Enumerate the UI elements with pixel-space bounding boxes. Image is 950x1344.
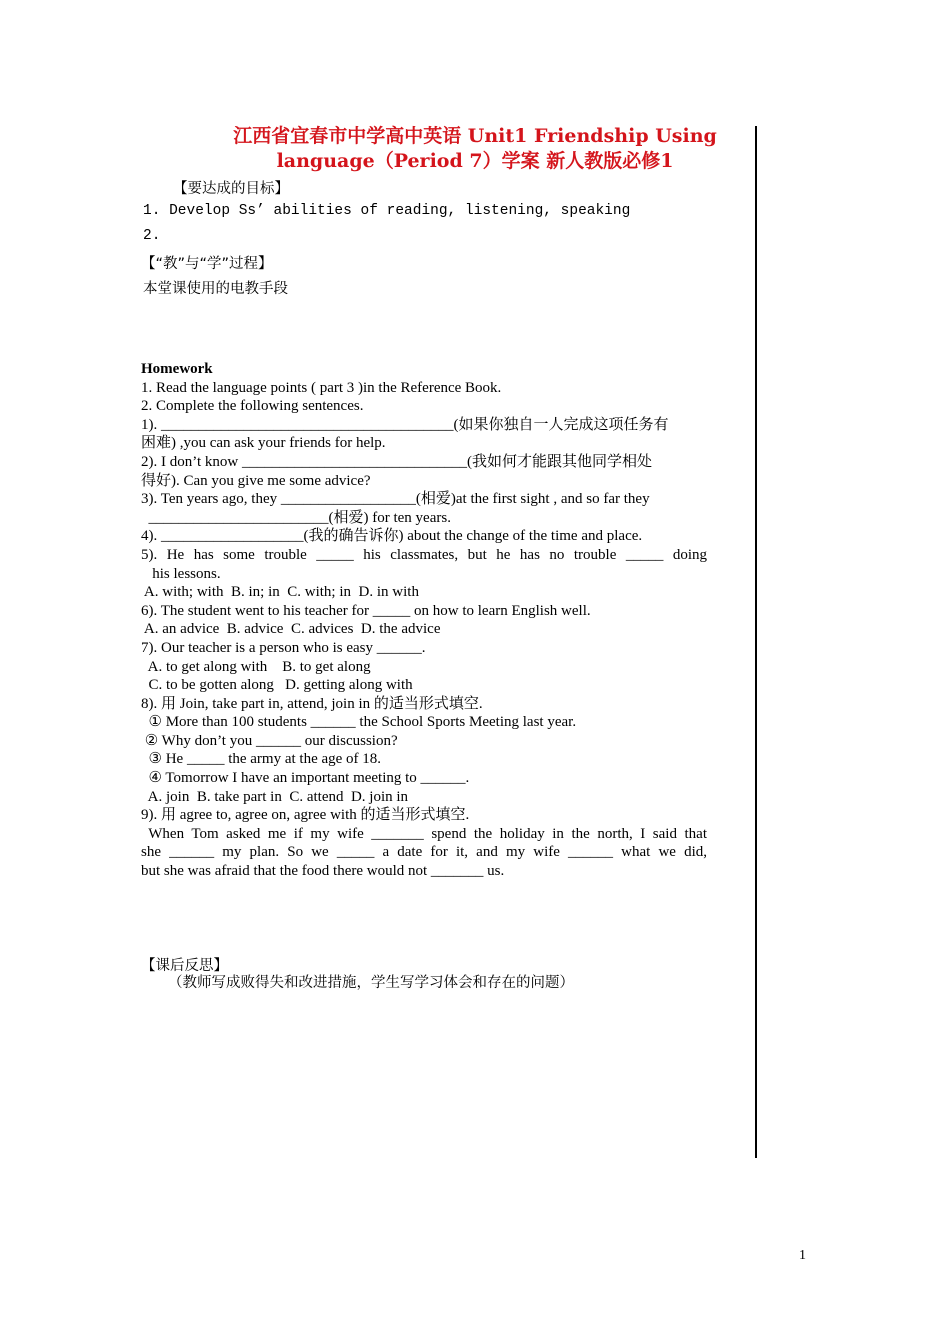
document-title — [185, 124, 765, 174]
homework-section — [141, 360, 707, 881]
goals-item-1: 1. Develop Ss’ abilities of reading, listening, speaking — [143, 203, 631, 219]
homework-line: When Tom asked me if my wife _______ spend the holiday in the north, I said that — [141, 825, 707, 842]
homework-line: ________________________(相爱) for ten years. — [141, 509, 451, 526]
homework-line: ④ Tomorrow I have an important meeting to ______. — [141, 770, 470, 787]
homework-line: ② Why don’t you ______ our discussion? — [141, 732, 398, 749]
margin-rule — [755, 126, 757, 1158]
homework-line: ③ He _____ the army at the age of 18. — [141, 751, 382, 768]
reflection-note: （教师写成败得失和改进措施，学生写学习体会和存在的问题） — [168, 975, 574, 991]
homework-line: A. join B. take part in C. attend D. join in — [141, 788, 409, 805]
homework-line: 得好). Can you give me some advice? — [141, 472, 371, 489]
homework-line: C. to be gotten along D. getting along with — [141, 677, 413, 694]
title-line-1: 江西省宜春市中学高中英语 Unit1 Friendship Using — [233, 125, 717, 147]
goals-heading: 【要达成的目标】 — [173, 181, 289, 197]
process-media-label: 本堂课使用的电教手段 — [143, 281, 288, 297]
homework-line: A. an advice B. advice C. advices D. the advice — [141, 621, 441, 638]
homework-line: 5). He has some trouble _____ his classmates, but he has no trouble _____ doing — [141, 546, 707, 563]
homework-line: 4). ___________________(我的确告诉你) about the change of the time and place. — [141, 528, 643, 545]
homework-line: A. with; with B. in; in C. with; in D. in with — [141, 584, 419, 601]
title-line-2: language（Period 7）学案 新人教版必修1 — [276, 150, 674, 172]
homework-line: his lessons. — [141, 565, 221, 582]
homework-line: 3). Ten years ago, they __________________(相爱)at the first sight , and so far they — [141, 491, 650, 508]
homework-line: 1). _______________________________________(如果你独自一人完成这项任务有 — [141, 416, 669, 433]
homework-line: she ______ my plan. So we _____ a date for it, and my wife ______ what we did, — [141, 844, 707, 861]
homework-line: ① More than 100 students ______ the School Sports Meeting last year. — [141, 714, 577, 731]
homework-line: but she was afraid that the food there would not _______ us. — [141, 863, 505, 880]
reflection-heading: 【课后反思】 — [141, 958, 228, 974]
homework-line: 1. Read the language points ( part 3 )in the Reference Book. — [141, 379, 502, 396]
homework-line: 2). I don’t know ______________________________(我如何才能跟其他同学相处 — [141, 453, 652, 470]
homework-heading: Homework — [141, 361, 213, 377]
homework-line: 7). Our teacher is a person who is easy ______. — [141, 639, 426, 656]
homework-line: A. to get along with B. to get along — [141, 658, 371, 675]
page-number: 1 — [799, 1248, 806, 1263]
homework-line: 6). The student went to his teacher for _____ on how to learn English well. — [141, 602, 591, 619]
homework-line: 8). 用 Join, take part in, attend, join in 的适当形式填空. — [141, 695, 483, 712]
goals-item-2: 2. — [143, 228, 161, 244]
homework-line: 2. Complete the following sentences. — [141, 398, 364, 415]
homework-line: 9). 用 agree to, agree on, agree with 的适当形式填空. — [141, 807, 470, 824]
homework-line: 困难) ,you can ask your friends for help. — [141, 435, 386, 452]
process-heading: 【“教”与“学”过程】 — [141, 256, 273, 272]
